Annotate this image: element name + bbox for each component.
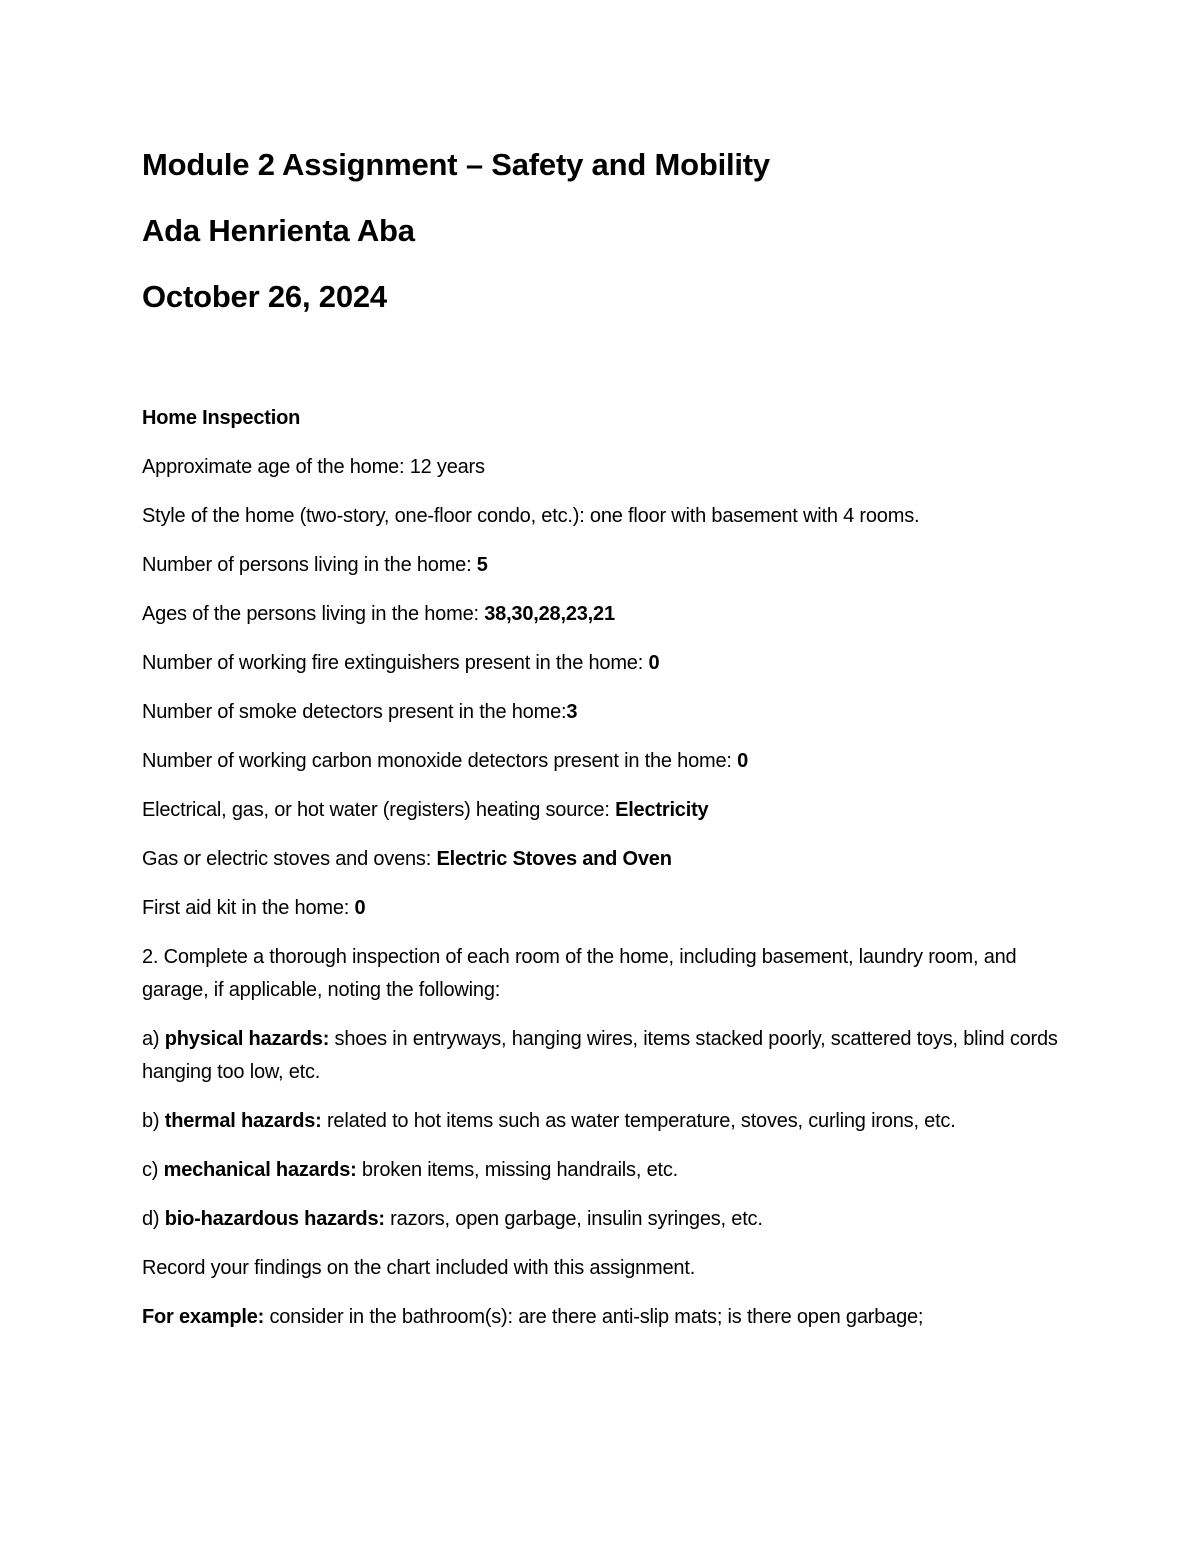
hazard-term: physical hazards:	[164, 1028, 330, 1050]
field-label: Ages of the persons living in the home:	[142, 603, 485, 625]
field-value: Electric Stoves and Oven	[436, 848, 672, 870]
field-label: Number of working fire extinguishers present in the home:	[142, 652, 649, 674]
example-label: For example:	[142, 1306, 265, 1328]
field-home-age	[142, 451, 1072, 484]
hazard-item-thermal: b) thermal hazards: related to hot items such as water temperature, stoves, curling irons, etc.	[142, 1110, 956, 1132]
field-value: 0	[354, 897, 366, 919]
author-name: Ada Henrienta Aba	[142, 213, 415, 248]
document-body	[142, 146, 1072, 1350]
field-label: Number of working carbon monoxide detectors present in the home:	[142, 750, 738, 772]
field-smoke-detectors	[142, 696, 1072, 729]
field-value: 5	[476, 554, 488, 576]
instruction-step-2: 2. Complete a thorough inspection of each room of the home, including basement, laundry room, and garage, if applicable, noting the following:	[142, 946, 1017, 1001]
document-title: Module 2 Assignment – Safety and Mobility	[142, 147, 770, 182]
field-label: Approximate age of the home:	[142, 456, 410, 478]
field-label: Number of smoke detectors present in the home:	[142, 701, 567, 723]
field-value: 0	[648, 652, 660, 674]
field-value: 38,30,28,23,21	[484, 603, 615, 625]
field-label: Gas or electric stoves and ovens:	[142, 848, 437, 870]
example-paragraph	[142, 1301, 1072, 1334]
hazard-item-biohazard: d) bio-hazardous hazards: razors, open garbage, insulin syringes, etc.	[142, 1208, 763, 1230]
section-heading: Home Inspection	[142, 407, 301, 429]
example-text: consider in the bathroom(s): are there anti-slip mats; is there open garbage;	[264, 1306, 924, 1328]
field-value: one floor with basement with 4 rooms.	[589, 505, 920, 527]
field-value: 12 years	[409, 456, 485, 478]
field-label: Electrical, gas, or hot water (registers) heating source:	[142, 799, 616, 821]
field-co-detectors	[142, 745, 1072, 778]
field-persons-count	[142, 549, 1072, 582]
field-stoves-ovens	[142, 843, 1072, 876]
field-label: First aid kit in the home:	[142, 897, 355, 919]
field-label: Number of persons living in the home:	[142, 554, 477, 576]
field-label: Style of the home (two-story, one-floor condo, etc.):	[142, 505, 590, 527]
field-persons-ages	[142, 598, 1072, 631]
field-value: 0	[737, 750, 749, 772]
field-heating-source	[142, 794, 1072, 827]
hazard-term: bio-hazardous hazards:	[164, 1208, 385, 1230]
hazard-term: mechanical hazards:	[163, 1159, 357, 1181]
field-fire-extinguishers	[142, 647, 1072, 680]
hazard-item-mechanical: c) mechanical hazards: broken items, missing handrails, etc.	[142, 1159, 679, 1181]
field-value: 3	[566, 701, 578, 723]
hazard-item-physical: a) physical hazards: shoes in entryways, hanging wires, items stacked poorly, scattered toys, blind cords hanging too low, etc.	[142, 1028, 1058, 1083]
field-value: Electricity	[615, 799, 709, 821]
hazard-term: thermal hazards:	[164, 1110, 322, 1132]
document-date: October 26, 2024	[142, 279, 387, 314]
record-instruction: Record your findings on the chart included with this assignment.	[142, 1257, 696, 1279]
field-first-aid-kit	[142, 892, 1072, 925]
field-home-style	[142, 500, 1072, 533]
